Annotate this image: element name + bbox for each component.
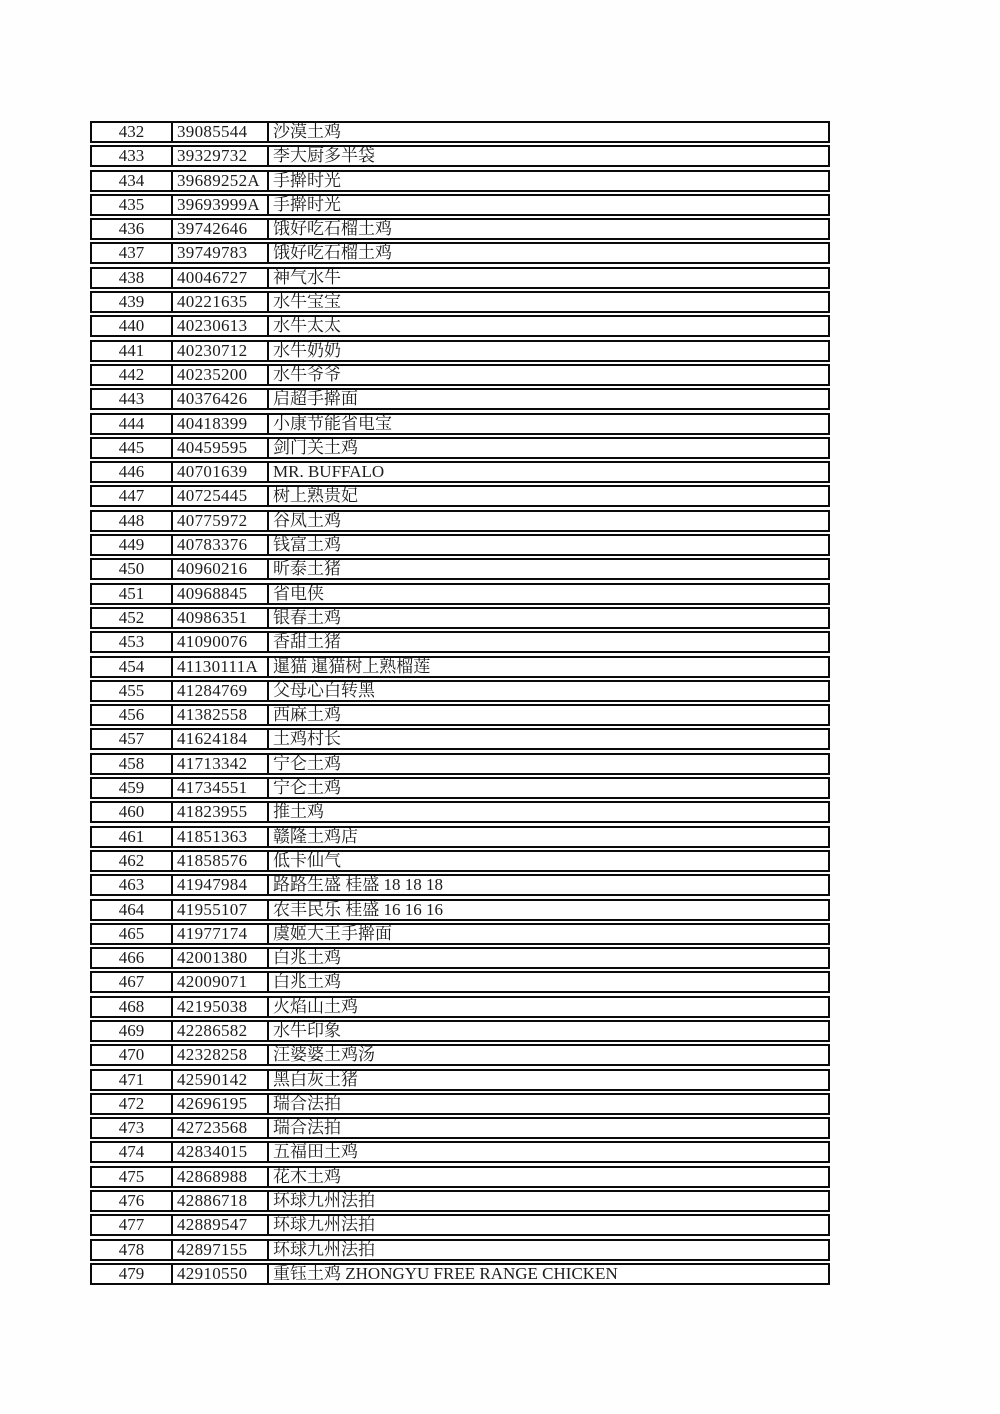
row-serial-number: 441 (92, 342, 173, 360)
table-row (90, 1141, 830, 1163)
row-application-id: 42868988 (173, 1168, 269, 1186)
row-serial-number: 443 (92, 390, 173, 408)
row-application-id: 40046727 (173, 269, 269, 287)
table-row (90, 461, 830, 483)
records-table (90, 121, 830, 1287)
row-name: 宁仑土鸡 (273, 779, 341, 798)
row-application-id: 40221635 (173, 293, 269, 311)
row-serial-number: 438 (92, 269, 173, 287)
row-name: 钱富土鸡 (273, 536, 341, 555)
row-serial-number: 451 (92, 585, 173, 603)
table-row (90, 753, 830, 775)
row-serial-number: 450 (92, 560, 173, 578)
row-name: 水牛爷爷 (273, 365, 341, 384)
row-name: 手擀时光 (273, 171, 341, 190)
row-serial-number: 448 (92, 512, 173, 530)
row-name: 神气水牛 (273, 268, 341, 287)
row-name: 西麻土鸡 (273, 706, 341, 725)
row-application-id: 42590142 (173, 1071, 269, 1089)
row-serial-number: 436 (92, 220, 173, 238)
row-serial-number: 475 (92, 1168, 173, 1186)
table-row (90, 437, 830, 459)
table-row (90, 680, 830, 702)
row-application-id: 39329732 (173, 147, 269, 165)
table-row (90, 850, 830, 872)
row-serial-number: 455 (92, 682, 173, 700)
table-row (90, 170, 830, 192)
table-row (90, 1190, 830, 1212)
table-row (90, 340, 830, 362)
row-serial-number: 437 (92, 244, 173, 262)
table-row (90, 801, 830, 823)
row-name: 树上熟贵妃 (273, 487, 358, 506)
row-application-id: 39085544 (173, 123, 269, 141)
row-name: 宁仑土鸡 (273, 754, 341, 773)
row-application-id: 40376426 (173, 390, 269, 408)
table-row (90, 631, 830, 653)
row-name: 启超手擀面 (273, 390, 358, 409)
row-name: 昕泰土猪 (273, 560, 341, 579)
table-row (90, 534, 830, 556)
table-row (90, 1214, 830, 1236)
row-application-id: 42009071 (173, 973, 269, 991)
row-application-id: 41977174 (173, 925, 269, 943)
row-name: 重钰土鸡 ZHONGYU FREE RANGE CHICKEN (273, 1264, 618, 1283)
row-name: 水牛奶奶 (273, 341, 341, 360)
row-application-id: 41851363 (173, 828, 269, 846)
row-serial-number: 434 (92, 172, 173, 190)
row-name: 李大厨多半袋 (273, 147, 375, 166)
row-serial-number: 463 (92, 876, 173, 894)
row-serial-number: 452 (92, 609, 173, 627)
row-serial-number: 460 (92, 803, 173, 821)
row-serial-number: 474 (92, 1143, 173, 1161)
table-row (90, 947, 830, 969)
table-row (90, 1263, 830, 1285)
table-row (90, 315, 830, 337)
row-serial-number: 432 (92, 123, 173, 141)
row-serial-number: 466 (92, 949, 173, 967)
row-application-id: 40230613 (173, 317, 269, 335)
row-application-id: 42696195 (173, 1095, 269, 1113)
row-application-id: 42897155 (173, 1241, 269, 1259)
row-serial-number: 449 (92, 536, 173, 554)
row-serial-number: 435 (92, 196, 173, 214)
row-serial-number: 468 (92, 998, 173, 1016)
row-name: 赣隆土鸡店 (273, 827, 358, 846)
table-row (90, 1093, 830, 1115)
row-application-id: 41090076 (173, 633, 269, 651)
row-application-id: 40235200 (173, 366, 269, 384)
row-name: 沙漠土鸡 (273, 123, 341, 141)
row-application-id: 40418399 (173, 415, 269, 433)
row-name: 瑞合法拍 (273, 1119, 341, 1138)
row-application-id: 41947984 (173, 876, 269, 894)
row-application-id: 42328258 (173, 1046, 269, 1064)
table-row (90, 1239, 830, 1261)
row-application-id: 41955107 (173, 901, 269, 919)
row-application-id: 42886718 (173, 1192, 269, 1210)
row-name: 花木土鸡 (273, 1167, 341, 1186)
row-serial-number: 457 (92, 730, 173, 748)
table-row (90, 485, 830, 507)
row-application-id: 40725445 (173, 487, 269, 505)
row-application-id: 41382558 (173, 706, 269, 724)
row-application-id: 40701639 (173, 463, 269, 481)
row-application-id: 42001380 (173, 949, 269, 967)
row-application-id: 39742646 (173, 220, 269, 238)
table-row (90, 899, 830, 921)
row-serial-number: 461 (92, 828, 173, 846)
row-name: 剑门关土鸡 (273, 438, 358, 457)
row-serial-number: 446 (92, 463, 173, 481)
row-serial-number: 465 (92, 925, 173, 943)
row-serial-number: 453 (92, 633, 173, 651)
row-serial-number: 462 (92, 852, 173, 870)
row-name: 暹猫 暹猫树上熟榴莲 (273, 657, 431, 676)
row-name: 水牛太太 (273, 317, 341, 336)
row-application-id: 42195038 (173, 998, 269, 1016)
table-row (90, 194, 830, 216)
row-serial-number: 479 (92, 1265, 173, 1283)
row-application-id: 41823955 (173, 803, 269, 821)
table-row (90, 1166, 830, 1188)
row-serial-number: 447 (92, 487, 173, 505)
row-name: 推土鸡 (273, 803, 324, 822)
table-row (90, 971, 830, 993)
row-serial-number: 464 (92, 901, 173, 919)
row-application-id: 42723568 (173, 1119, 269, 1137)
row-name: 饿好吃石榴土鸡 (273, 244, 392, 263)
row-name: MR. BUFFALO (273, 463, 385, 482)
row-application-id: 40459595 (173, 439, 269, 457)
row-serial-number: 477 (92, 1216, 173, 1234)
table-row (90, 242, 830, 264)
row-name: 饿好吃石榴土鸡 (273, 220, 392, 239)
table-row (90, 728, 830, 750)
row-name: 手擀时光 (273, 195, 341, 214)
row-serial-number: 458 (92, 755, 173, 773)
row-name: 谷凤土鸡 (273, 511, 341, 530)
table-row (90, 704, 830, 726)
row-serial-number: 478 (92, 1241, 173, 1259)
row-application-id: 42910550 (173, 1265, 269, 1283)
row-name: 环球九州法拍 (273, 1192, 375, 1211)
row-application-id: 40783376 (173, 536, 269, 554)
row-name: 瑞合法拍 (273, 1094, 341, 1113)
table-row (90, 1044, 830, 1066)
table-row (90, 1069, 830, 1091)
row-application-id: 41858576 (173, 852, 269, 870)
row-serial-number: 470 (92, 1046, 173, 1064)
row-name: 水牛印象 (273, 1021, 341, 1040)
row-application-id: 41284769 (173, 682, 269, 700)
row-application-id: 39749783 (173, 244, 269, 262)
table-row (90, 145, 830, 167)
row-application-id: 41624184 (173, 730, 269, 748)
row-name: 省电侠 (273, 584, 324, 603)
table-row (90, 510, 830, 532)
row-application-id: 42286582 (173, 1022, 269, 1040)
row-serial-number: 476 (92, 1192, 173, 1210)
row-name: 环球九州法拍 (273, 1216, 375, 1235)
row-serial-number: 469 (92, 1022, 173, 1040)
row-name: 农丰民乐 桂盛 16 16 16 (273, 900, 443, 919)
row-name: 火焰山土鸡 (273, 997, 358, 1016)
table-row (90, 826, 830, 848)
row-name: 土鸡村长 (273, 730, 341, 749)
row-application-id: 42834015 (173, 1143, 269, 1161)
table-row (90, 996, 830, 1018)
row-serial-number: 433 (92, 147, 173, 165)
row-application-id: 40230712 (173, 342, 269, 360)
table-row (90, 218, 830, 240)
row-application-id: 40775972 (173, 512, 269, 530)
row-name: 水牛宝宝 (273, 293, 341, 312)
row-serial-number: 456 (92, 706, 173, 724)
row-name: 低卡仙气 (273, 851, 341, 870)
row-name: 银春土鸡 (273, 608, 341, 627)
table-row (90, 413, 830, 435)
row-serial-number: 459 (92, 779, 173, 797)
row-application-id: 41130111A (173, 658, 269, 676)
row-name: 小康节能省电宝 (273, 414, 392, 433)
row-serial-number: 454 (92, 658, 173, 676)
row-name: 汪婆婆土鸡汤 (273, 1046, 375, 1065)
row-serial-number: 440 (92, 317, 173, 335)
row-serial-number: 439 (92, 293, 173, 311)
table-row (90, 1117, 830, 1139)
table-row (90, 291, 830, 313)
row-application-id: 39693999A (173, 196, 269, 214)
row-serial-number: 471 (92, 1071, 173, 1089)
row-application-id: 41734551 (173, 779, 269, 797)
table-row (90, 1020, 830, 1042)
row-name: 黑白灰土猪 (273, 1070, 358, 1089)
row-name: 白兆土鸡 (273, 973, 341, 992)
row-serial-number: 442 (92, 366, 173, 384)
table-row (90, 388, 830, 410)
table-row (90, 923, 830, 945)
row-application-id: 39689252A (173, 172, 269, 190)
row-name: 五福田土鸡 (273, 1143, 358, 1162)
table-row (90, 121, 830, 143)
table-row (90, 874, 830, 896)
row-application-id: 40968845 (173, 585, 269, 603)
table-row (90, 558, 830, 580)
row-name: 父母心白转黑 (273, 681, 375, 700)
row-serial-number: 444 (92, 415, 173, 433)
row-application-id: 41713342 (173, 755, 269, 773)
row-serial-number: 445 (92, 439, 173, 457)
row-application-id: 42889547 (173, 1216, 269, 1234)
row-name: 香甜土猪 (273, 633, 341, 652)
row-serial-number: 472 (92, 1095, 173, 1113)
row-name: 环球九州法拍 (273, 1240, 375, 1259)
row-name: 虞姬大王手擀面 (273, 924, 392, 943)
row-serial-number: 473 (92, 1119, 173, 1137)
table-row (90, 656, 830, 678)
table-row (90, 583, 830, 605)
row-application-id: 40986351 (173, 609, 269, 627)
table-row (90, 364, 830, 386)
table-row (90, 777, 830, 799)
table-row (90, 267, 830, 289)
row-name: 路路生盛 桂盛 18 18 18 (273, 876, 443, 895)
row-name: 白兆土鸡 (273, 949, 341, 968)
row-serial-number: 467 (92, 973, 173, 991)
row-application-id: 40960216 (173, 560, 269, 578)
table-row (90, 607, 830, 629)
